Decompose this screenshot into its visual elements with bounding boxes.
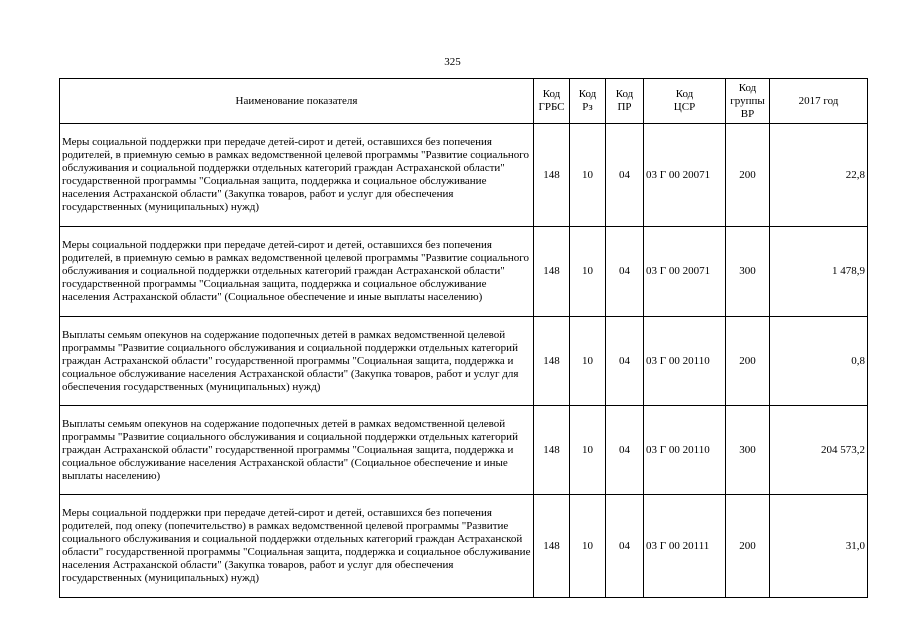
row-grbs: 148 [534, 317, 570, 406]
row-value: 0,8 [770, 317, 868, 406]
row-pr: 04 [606, 406, 644, 495]
row-vr: 200 [726, 317, 770, 406]
row-rz: 10 [570, 495, 606, 598]
table-header-row [60, 79, 868, 124]
row-grbs: 148 [534, 124, 570, 227]
row-pr: 04 [606, 495, 644, 598]
row-csr: 03 Г 00 20110 [644, 406, 726, 495]
row-name: Меры социальной поддержки при передаче детей-сирот и детей, оставшихся без попечения родителей, под опеку (попечительство) в рамках ведомственной целевой программы "Развитие социального обслуживания и социальной поддержки отдельных категорий граждан Астраханской области" государственной программы "Социальная защита, поддержка и социальное обслуживание населения Астраханской области" (Закупка товаров, работ и услуг для обеспечения государственных (муниципальных) нужд) [60, 495, 534, 598]
header-grbs: Код ГРБС [534, 79, 570, 124]
row-rz: 10 [570, 406, 606, 495]
row-name: Меры социальной поддержки при передаче детей-сирот и детей, оставшихся без попечения родителей, в приемную семью в рамках ведомственной целевой программы "Развитие социального обслуживания и социальной поддержки отдельных категорий граждан Астраханской области" государственной программы "Социальная защита, поддержка и социальное обслуживание населения Астраханской области" (Социальное обеспечение и иные выплаты населению) [60, 227, 534, 317]
row-rz: 10 [570, 227, 606, 317]
row-pr: 04 [606, 227, 644, 317]
row-name: Меры социальной поддержки при передаче детей-сирот и детей, оставшихся без попечения родителей, в приемную семью в рамках ведомственной целевой программы "Развитие социального обслуживания и социальной поддержки отдельных категорий граждан Астраханской области" государственной программы "Социальная защита, поддержка и социальное обслуживание населения Астраханской области" (Закупка товаров, работ и услуг для обеспечения государственных (муниципальных) нужд) [60, 124, 534, 227]
row-name: Выплаты семьям опекунов на содержание подопечных детей в рамках ведомственной целевой программы "Развитие социального обслуживания и социальной поддержки отдельных категорий граждан Астраханской области" государственной программы "Социальная защита, поддержка и социальное обслуживание населения Астраханской области" (Закупка товаров, работ и услуг для обеспечения государственных (муниципальных) нужд) [60, 317, 534, 406]
row-pr: 04 [606, 317, 644, 406]
header-name: Наименование показателя [60, 79, 534, 124]
row-name: Выплаты семьям опекунов на содержание подопечных детей в рамках ведомственной целевой программы "Развитие социального обслуживания и социальной поддержки отдельных категорий граждан Астраханской области" государственной программы "Социальная защита, поддержка и социальное обслуживание населения Астраханской области" (Социальное обеспечение и иные выплаты населению) [60, 406, 534, 495]
table-row [60, 124, 868, 227]
row-vr: 200 [726, 495, 770, 598]
budget-table [59, 78, 868, 598]
table-row [60, 317, 868, 406]
table-row [60, 406, 868, 495]
row-value: 204 573,2 [770, 406, 868, 495]
row-value: 31,0 [770, 495, 868, 598]
header-rz: Код Рз [570, 79, 606, 124]
row-grbs: 148 [534, 227, 570, 317]
row-pr: 04 [606, 124, 644, 227]
row-csr: 03 Г 00 20111 [644, 495, 726, 598]
table-row [60, 495, 868, 598]
row-vr: 300 [726, 227, 770, 317]
row-grbs: 148 [534, 495, 570, 598]
table-row [60, 227, 868, 317]
row-csr: 03 Г 00 20110 [644, 317, 726, 406]
row-value: 1 478,9 [770, 227, 868, 317]
page-number: 325 [444, 56, 461, 68]
row-csr: 03 Г 00 20071 [644, 124, 726, 227]
row-value: 22,8 [770, 124, 868, 227]
row-grbs: 148 [534, 406, 570, 495]
header-pr: Код ПР [606, 79, 644, 124]
row-rz: 10 [570, 317, 606, 406]
header-csr: Код ЦСР [644, 79, 726, 124]
header-year: 2017 год [770, 79, 868, 124]
row-rz: 10 [570, 124, 606, 227]
row-csr: 03 Г 00 20071 [644, 227, 726, 317]
row-vr: 300 [726, 406, 770, 495]
header-vr: Код группы ВР [726, 79, 770, 124]
row-vr: 200 [726, 124, 770, 227]
